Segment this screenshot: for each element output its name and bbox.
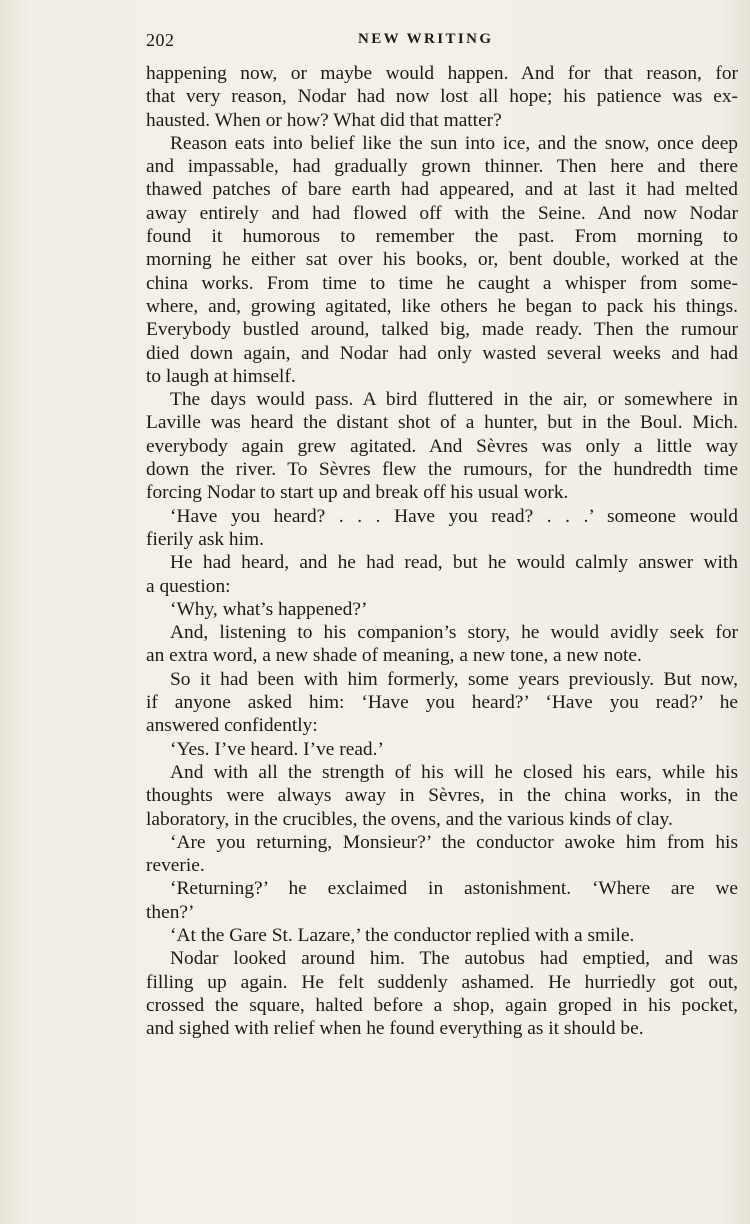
text-line: found it humorous to remember the past. From morning to [146,226,738,248]
text-line: thoughts were always away in Sèvres, in the china works, in the [146,785,738,807]
text-line: happening now, or maybe would happen. And for that reason, for [146,63,738,84]
text-line: and impassable, had gradually grown thinner. Then here and there [146,156,738,178]
text-line: that very reason, Nodar had now lost all hope; his patience was ex- [146,86,738,108]
text-line: Reason eats into belief like the sun into ice, and the snow, once deep [170,132,738,154]
text-line: china works. From time to time he caught a whisper from some- [146,272,738,294]
text-line: down the river. To Sèvres flew the rumours, for the hundredth time [146,459,738,481]
text-line: fierily ask him. [146,528,264,550]
text-line: ‘Yes. I’ve heard. I’ve read.’ [170,738,384,760]
text-line: filling up again. He felt suddenly ashamed. He hurriedly got out, [146,971,738,993]
text-line: and sighed with relief when he found everything as it should be. [146,1018,644,1040]
text-line: everybody again grew agitated. And Sèvres was only a little way [146,435,738,457]
text-line: reverie. [146,855,205,877]
text-line: And with all the strength of his will he closed his ears, while his [170,761,738,783]
text-line: He had heard, and he had read, but he would calmly answer with [170,552,738,574]
text-line: an extra word, a new shade of meaning, a new tone, a new note. [146,645,642,667]
text-line: ‘Have you heard? . . . Have you read? . . .’ someone would [170,505,738,527]
text-line: Laville was heard the distant shot of a hunter, but in the Boul. Mich. [146,412,738,434]
text-line: The days would pass. A bird fluttered in the air, or somewhere in [170,389,738,411]
text-line: to laugh at himself. [146,365,296,387]
text-line: morning he either sat over his books, or, bent double, worked at the [146,249,738,271]
text-line: away entirely and had flowed off with the Seine. And now Nodar [146,202,738,224]
running-head [146,30,738,56]
page-number: 202 [146,30,175,50]
text-line: And, listening to his companion’s story, he would avidly seek for [170,622,738,644]
text-line: answered confidently: [146,715,318,737]
text-line: then?’ [146,901,195,923]
text-line: laboratory, in the crucibles, the ovens, and the various kinds of clay. [146,808,673,830]
text-line: So it had been with him formerly, some years previously. But now, [170,668,738,690]
text-line: crossed the square, halted before a shop, again groped in his pocket, [146,994,738,1016]
text-line: ‘Why, what’s happened?’ [170,598,368,620]
text-line: forcing Nodar to start up and break off his usual work. [146,482,569,504]
text-line: ‘Are you returning, Monsieur?’ the conductor awoke him from his [170,831,738,853]
text-line: if anyone asked him: ‘Have you heard?’ ‘Have you read?’ he [146,692,738,714]
text-line: ‘At the Gare St. Lazare,’ the conductor replied with a smile. [170,924,635,946]
text-line: Nodar looked around him. The autobus had emptied, and was [170,948,738,970]
text-line: hausted. When or how? What did that matter? [146,109,502,131]
body-text [146,62,738,1040]
text-line: died down again, and Nodar had only wasted several weeks and had [146,342,738,364]
text-line: Everybody bustled around, talked big, made ready. Then the rumour [146,319,738,341]
text-line: thawed patches of bare earth had appeared, and at last it had melted [146,179,738,201]
running-title: NEW WRITING [358,31,494,47]
text-line: a question: [146,575,231,597]
text-line: ‘Returning?’ he exclaimed in astonishment. ‘Where are we [170,878,738,900]
text-line: where, and, growing agitated, like others he began to pack his things. [146,295,738,317]
